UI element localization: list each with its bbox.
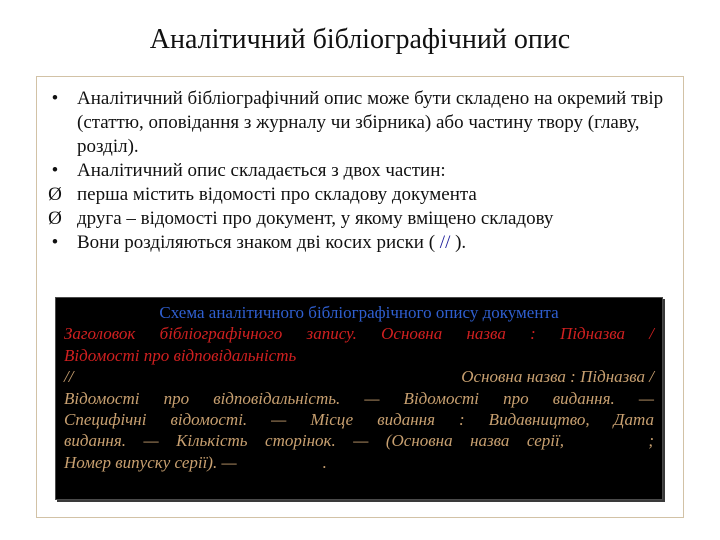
bullet-item [45, 87, 673, 159]
scheme-line-6-text: видання. — Кількість сторінок. — (Основна назва серії, [64, 431, 564, 451]
bullet-marker: • [51, 160, 59, 181]
bullet-item [45, 159, 673, 183]
sub-bullet-item [45, 207, 673, 231]
arrow-bullet-marker: Ø [48, 184, 62, 205]
bullet-list [45, 87, 673, 255]
scheme-line-2: Відомості про відповідальність [64, 345, 297, 365]
sub-bullet-item [45, 183, 673, 207]
bullet-text: друга – відомості про документ, у якому вміщено складову [77, 208, 554, 229]
separator-sign: // [439, 232, 451, 253]
scheme-line-3-text: Основна назва : Підназва / [461, 367, 654, 387]
scheme-line-7 [64, 452, 654, 473]
scheme-line-3 [64, 366, 654, 387]
scheme-line-4: Відомості про відповідальність. — Відомості про видання. — [64, 388, 654, 408]
scheme-line-6 [64, 430, 654, 451]
scheme-line-7-end: . [322, 452, 327, 472]
scheme-line-1: Заголовок бібліографічного запису. Основна назва : Підназва / [64, 324, 654, 344]
bullet-marker: • [51, 88, 59, 109]
scheme-box [55, 297, 663, 500]
bullet-text-end: ). [450, 232, 467, 253]
scheme-heading: Схема аналітичного бібліографічного опису документа [159, 303, 559, 322]
scheme-line-7-text: Номер випуску серії). — [64, 452, 237, 472]
bullet-text: Аналітичний опис складається з двох частин: [77, 160, 446, 181]
scheme-line-5: Специфічні відомості. — Місце видання : Видавництво, Дата [64, 410, 654, 430]
bullet-text: Вони розділяються знаком дві косих риски ( [77, 232, 440, 253]
scheme-separator: // [64, 367, 74, 387]
scheme-line-6-end: ; [648, 431, 654, 451]
content-panel [36, 76, 684, 518]
bullet-text: перша містить відомості про складову документа [77, 184, 477, 205]
bullet-text: Аналітичний бібліографічний опис може бути складено на окремий твір (статтю, оповідання з журналу чи збірника) або частину твору (главу, розділ). [77, 88, 664, 157]
slide-title: Аналітичний бібліографічний опис [149, 24, 571, 55]
arrow-bullet-marker: Ø [48, 208, 62, 229]
bullet-marker: • [51, 232, 59, 253]
bullet-item [45, 231, 673, 255]
